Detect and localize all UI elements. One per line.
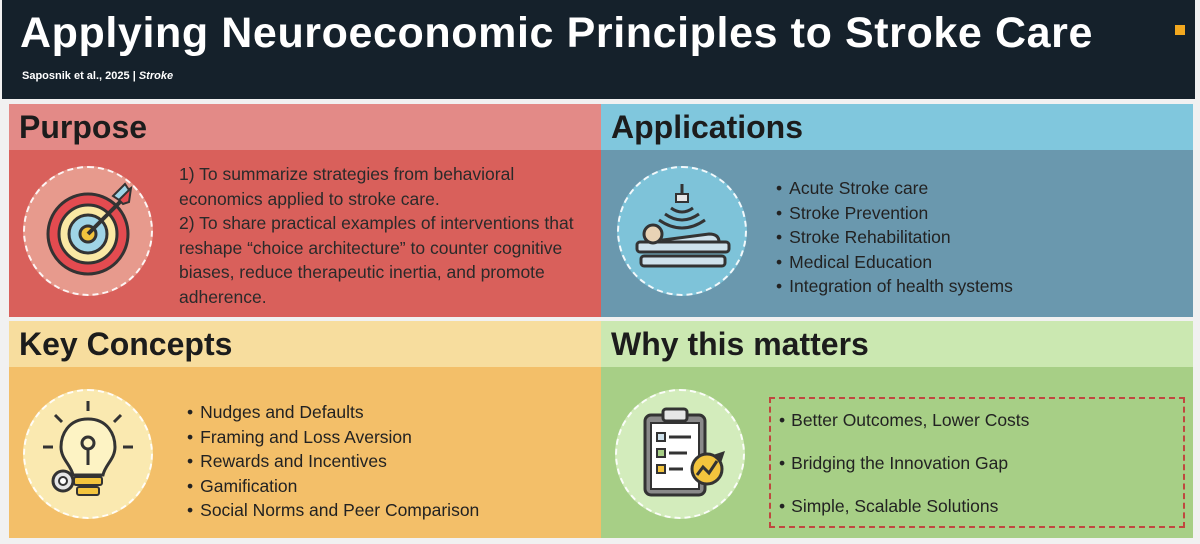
list-item: • Gamification [187, 474, 479, 499]
list-item: • Integration of health systems [776, 274, 1013, 299]
key-concepts-panel [9, 321, 601, 538]
list-item: • Stroke Prevention [776, 201, 1013, 226]
applications-heading: Applications [611, 109, 804, 145]
citation-separator: | [132, 70, 136, 82]
applications-list [776, 176, 1013, 299]
citation-authors: Saposnik et al., 2025 [22, 70, 130, 82]
citation [22, 70, 173, 82]
list-item: • Acute Stroke care [776, 176, 1013, 201]
page-title: Applying Neuroeconomic Principles to Stroke Care [20, 9, 1093, 57]
key-concepts-list [187, 400, 479, 523]
key-concepts-body [9, 367, 601, 538]
list-item: • Better Outcomes, Lower Costs [779, 409, 1029, 452]
applications-header [601, 104, 1193, 150]
why-body [601, 367, 1193, 538]
list-item: • Nudges and Defaults [187, 400, 479, 425]
why-heading: Why this matters [611, 326, 869, 362]
list-item: • Stroke Rehabilitation [776, 225, 1013, 250]
list-item: • Simple, Scalable Solutions [779, 495, 1029, 538]
list-item: • Rewards and Incentives [187, 449, 479, 474]
accent-square [1175, 25, 1185, 35]
why-header [601, 321, 1193, 367]
purpose-header [9, 104, 601, 150]
applications-panel [601, 104, 1193, 317]
why-list [779, 409, 1029, 538]
purpose-point-1: 1) To summarize strategies from behavioral economics applied to stroke care. [179, 164, 515, 209]
key-concepts-header [9, 321, 601, 367]
purpose-point-2: 2) To share practical examples of interventions that reshape “choice architecture” to counter cognitive biases, reduce therapeutic inertia, and promote adherence. [179, 213, 574, 307]
citation-journal: Stroke [138, 70, 174, 82]
clipboard-chart-icon [615, 389, 745, 519]
patient-scanner-icon [617, 166, 747, 296]
why-box [769, 397, 1185, 528]
list-item: • Framing and Loss Aversion [187, 425, 479, 450]
why-panel [601, 321, 1193, 538]
purpose-panel [9, 104, 601, 317]
purpose-heading: Purpose [19, 109, 148, 145]
list-item: • Bridging the Innovation Gap [779, 452, 1029, 495]
header-bar [2, 0, 1195, 99]
purpose-text [179, 162, 579, 309]
lightbulb-gear-icon [23, 389, 153, 519]
list-item: • Social Norms and Peer Comparison [187, 498, 479, 523]
key-concepts-heading: Key Concepts [19, 326, 233, 362]
target-arrow-icon [23, 166, 153, 296]
purpose-body [9, 150, 601, 317]
list-item: • Medical Education [776, 250, 1013, 275]
applications-body [601, 150, 1193, 317]
